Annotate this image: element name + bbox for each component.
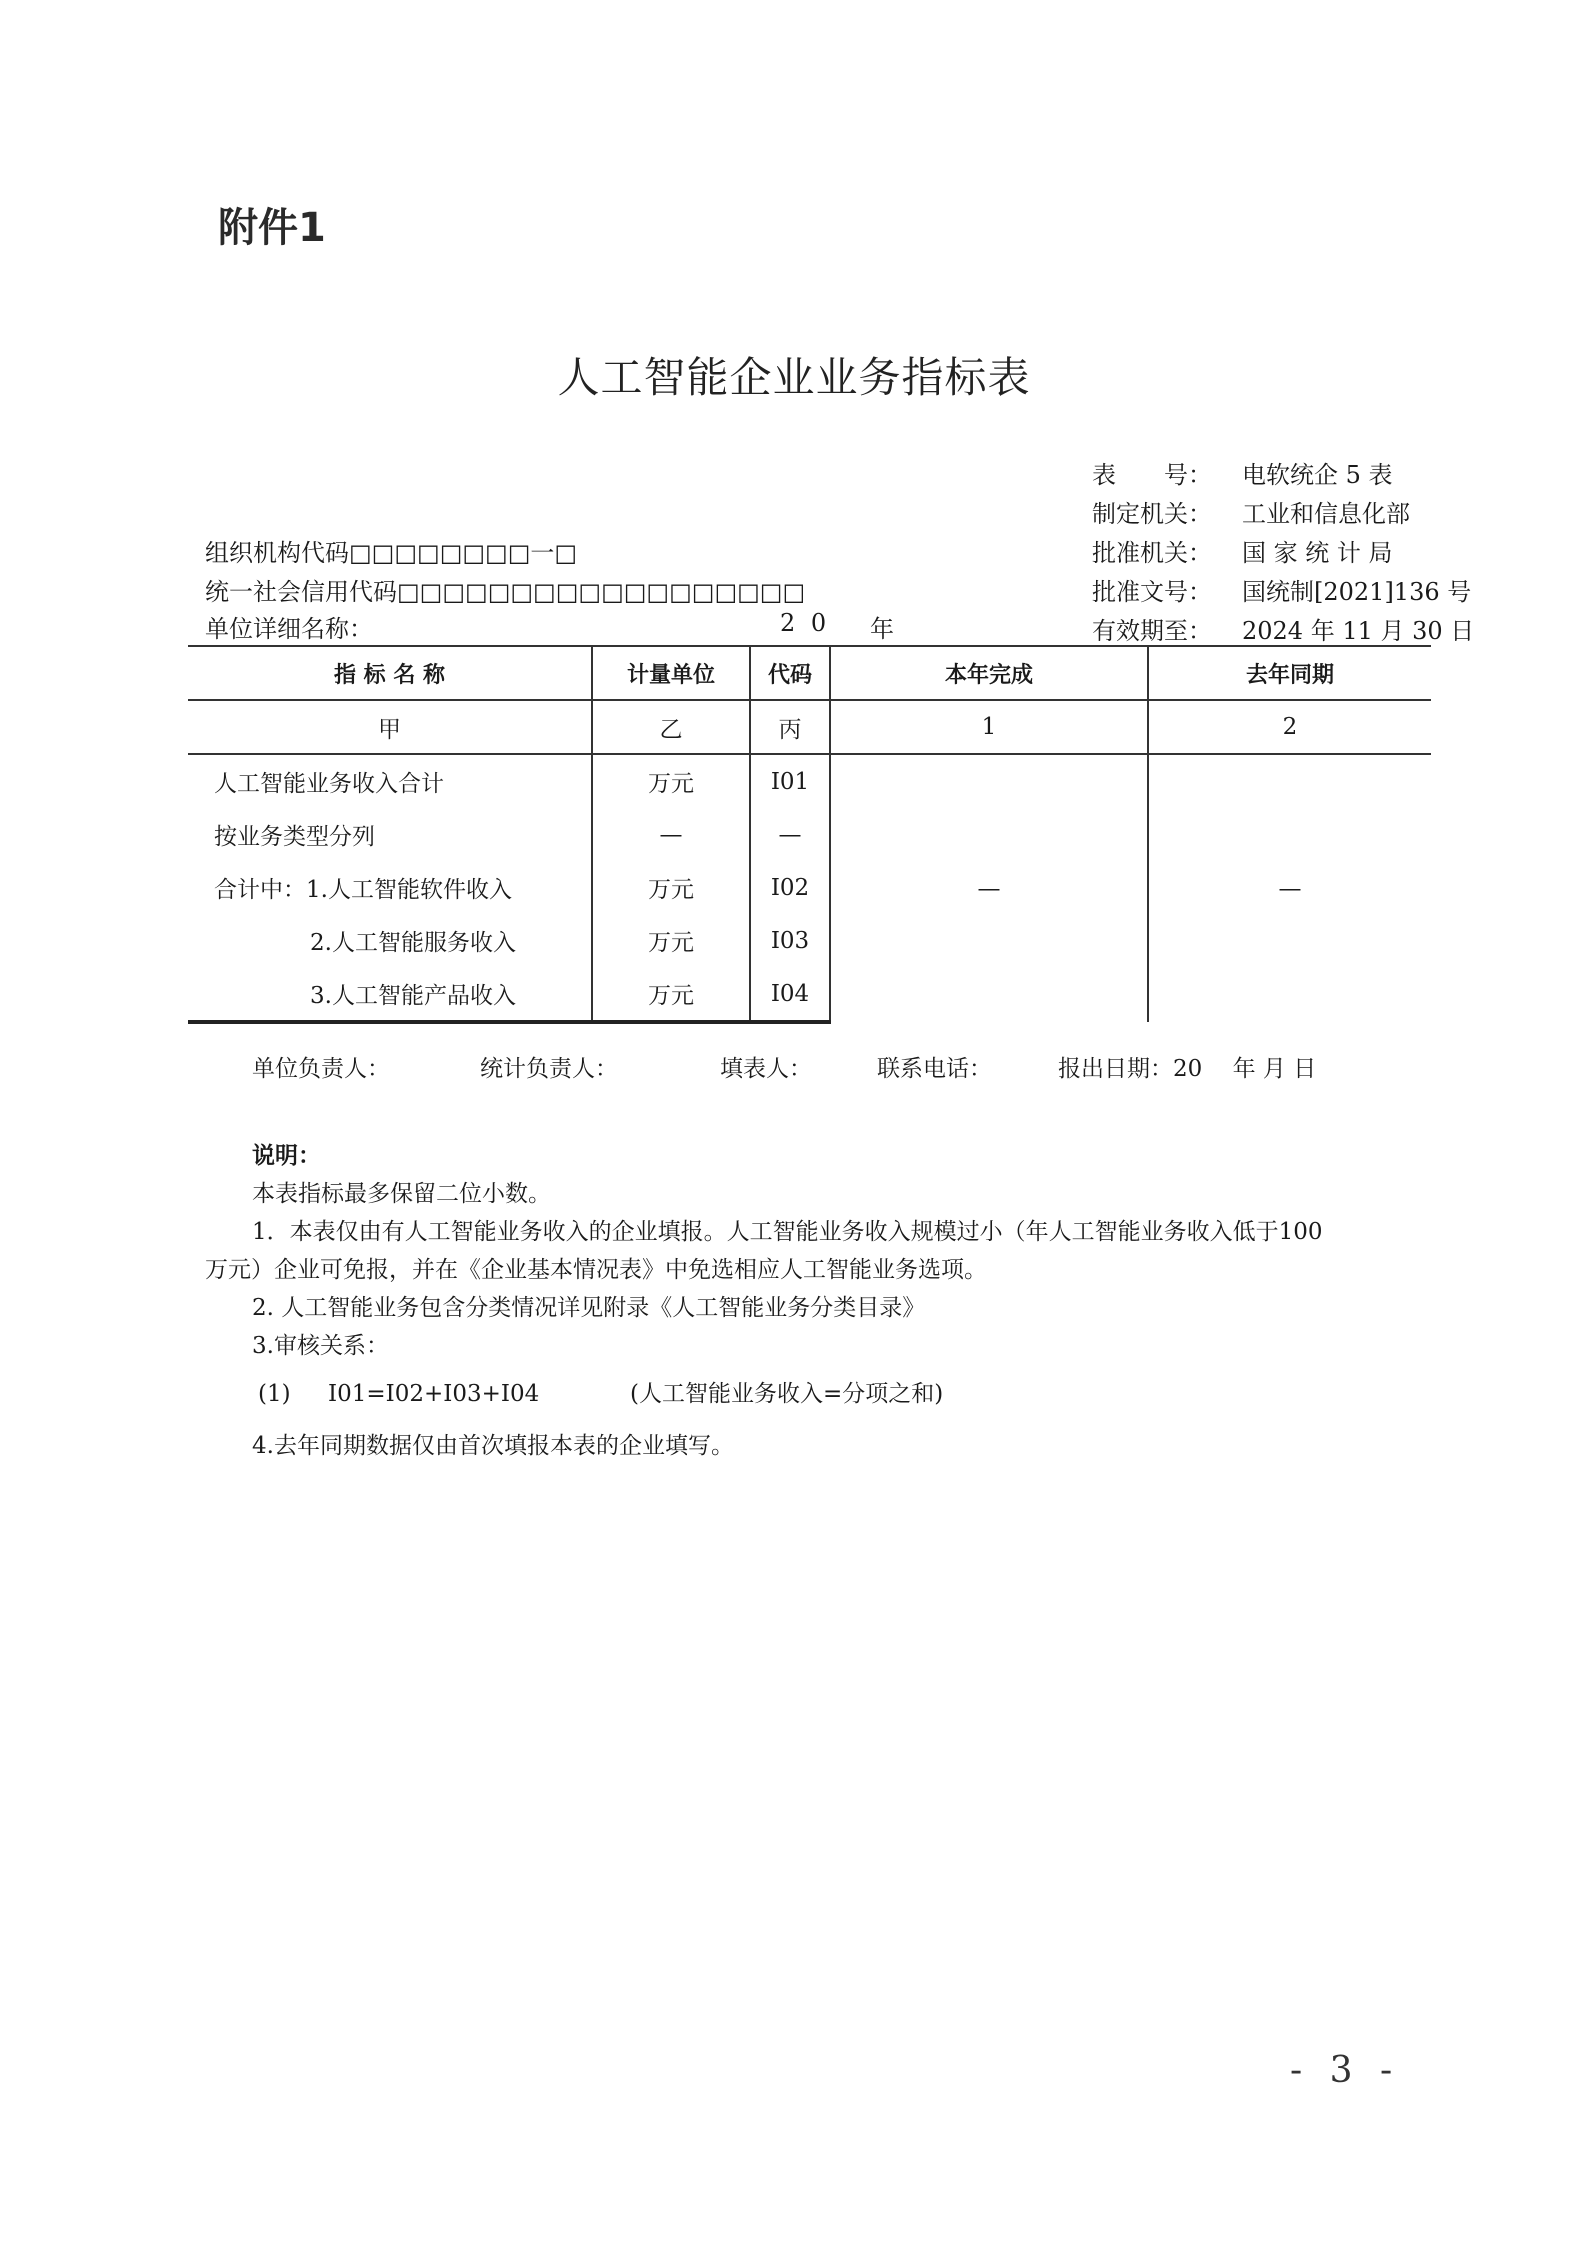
meta-value-doc-no: 国统制[2021]136 号 (1242, 578, 1472, 606)
meta-value-agency: 工业和信息化部 (1242, 500, 1410, 528)
table-header-row (188, 646, 1431, 700)
org-code-line: 组织机构代码□□□□□□□□一□ (205, 539, 578, 567)
formula: I01=I02+I03+I04 (328, 1381, 540, 1407)
sig-phone: 联系电话： (877, 1056, 992, 1082)
meta-label-agency: 制定机关： (1092, 500, 1212, 528)
current-year-cell: — (830, 754, 1148, 1022)
row-unit: — (592, 808, 750, 861)
row-unit: 万元 (592, 967, 750, 1022)
col-header-name: 指 标 名 称 (188, 646, 592, 700)
row-unit: 万元 (592, 861, 750, 914)
col-header-last: 去年同期 (1148, 646, 1431, 700)
year-prefix: 2 0 (780, 609, 831, 637)
table-subheader-row (188, 700, 1431, 754)
col-header-unit: 计量单位 (592, 646, 750, 700)
subheader-cell: 甲 (188, 700, 592, 754)
meta-value-approver: 国 家 统 计 局 (1242, 539, 1393, 567)
row-code: — (750, 808, 830, 861)
note-line: 2. 人工智能业务包含分类情况详见附录《人工智能业务分类目录》 (252, 1295, 926, 1321)
formula-desc: (人工智能业务收入=分项之和) (630, 1381, 944, 1407)
page-title: 人工智能企业业务指标表 (557, 353, 1031, 402)
page-number: - 3 - (1290, 2050, 1401, 2091)
sig-stat-head: 统计负责人： (480, 1056, 618, 1082)
meta-value-table-no: 电软统企 5 表 (1242, 461, 1393, 489)
meta-label-doc-no: 批准文号： (1092, 578, 1212, 606)
row-name: 人工智能业务收入合计 (214, 771, 444, 797)
meta-value-valid-until: 2024 年 11 月 30 日 (1242, 617, 1475, 645)
sig-filler: 填表人： (720, 1056, 812, 1082)
meta-label-valid-until: 有效期至： (1092, 617, 1212, 645)
row-name: 3.人工智能产品收入 (188, 967, 592, 1022)
subheader-cell: 丙 (750, 700, 830, 754)
notes-title: 说明： (252, 1143, 321, 1169)
row-code: I04 (750, 967, 830, 1022)
sig-unit-head: 单位负责人： (252, 1056, 390, 1082)
row-name: 2.人工智能服务收入 (310, 930, 516, 956)
note-line: 1．本表仅由有人工智能业务收入的企业填报。人工智能业务收入规模过小（年人工智能业务收入低于100 (252, 1219, 1323, 1245)
row-unit: 万元 (592, 914, 750, 967)
meta-label-approver: 批准机关： (1092, 539, 1212, 567)
attachment-label: 附件1 (218, 205, 326, 251)
unit-name-label: 单位详细名称： (205, 615, 373, 643)
row-code: I01 (750, 754, 830, 808)
indicator-table (188, 645, 1431, 1024)
sig-date: 报出日期：20 年 月 日 (1058, 1056, 1317, 1082)
note-line: 3.审核关系： (252, 1333, 389, 1359)
row-code: I02 (750, 861, 830, 914)
year-suffix: 年 (870, 615, 894, 643)
row-name: 按业务类型分列 (214, 824, 375, 850)
last-year-cell: — (1148, 754, 1431, 1022)
table-row (188, 754, 1431, 808)
credit-code-line: 统一社会信用代码□□□□□□□□□□□□□□□□□□ (205, 578, 806, 606)
row-code: I03 (750, 914, 830, 967)
formula-index: (1) (258, 1381, 291, 1407)
meta-label-table-no: 表 号： (1092, 461, 1212, 489)
subheader-cell: 乙 (592, 700, 750, 754)
row-name: 合计中：1.人工智能软件收入 (214, 877, 512, 903)
subheader-cell: 2 (1148, 700, 1431, 754)
subheader-cell: 1 (830, 700, 1148, 754)
row-unit: 万元 (592, 754, 750, 808)
note-line: 4.去年同期数据仅由首次填报本表的企业填写。 (252, 1433, 734, 1459)
col-header-current: 本年完成 (830, 646, 1148, 700)
note-line: 万元）企业可免报，并在《企业基本情况表》中免选相应人工智能业务选项。 (205, 1257, 987, 1283)
note-line: 本表指标最多保留二位小数。 (252, 1181, 551, 1207)
col-header-code: 代码 (750, 646, 830, 700)
